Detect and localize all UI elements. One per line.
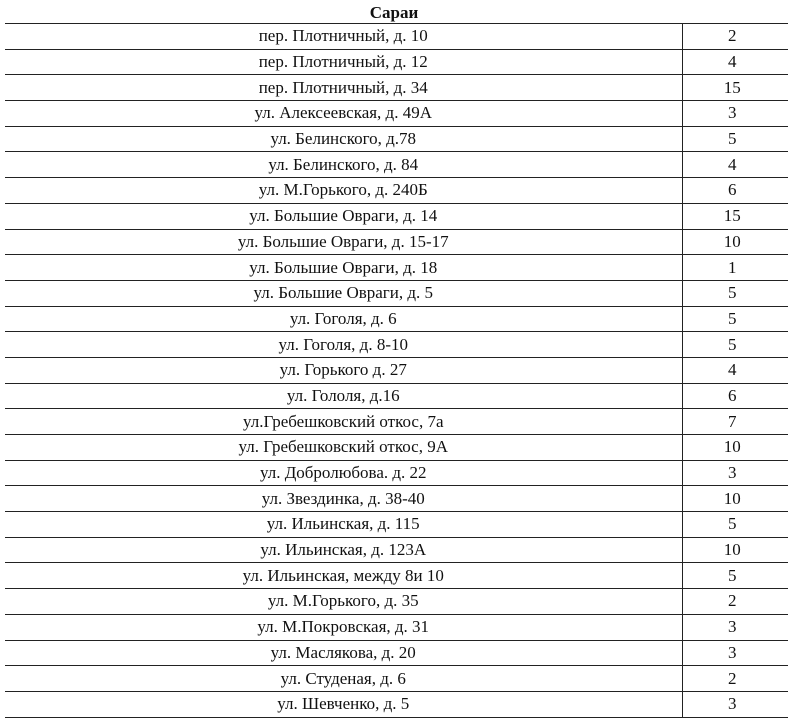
- address-cell: ул. Звездинка, д. 38-40: [5, 486, 682, 512]
- address-cell: ул. Маслякова, д. 20: [5, 640, 682, 666]
- table-row: [5, 280, 788, 306]
- address-cell: ул. Ильинская, между 8и 10: [5, 563, 682, 589]
- page-title: Сараи: [369, 3, 419, 22]
- address-cell: пер. Плотничный, д. 34: [5, 75, 682, 101]
- count-cell: 6: [682, 178, 788, 204]
- address-cell: ул. М.Горького, д. 35: [5, 589, 682, 615]
- table-row: [5, 691, 788, 717]
- count-cell: 10: [682, 229, 788, 255]
- count-cell: 4: [682, 152, 788, 178]
- count-cell: 2: [682, 666, 788, 692]
- address-cell: ул. М.Покровская, д. 31: [5, 614, 682, 640]
- count-cell: 4: [682, 49, 788, 75]
- address-cell: ул. Студеная, д. 6: [5, 666, 682, 692]
- table-row: [5, 589, 788, 615]
- count-cell: 3: [682, 640, 788, 666]
- address-cell: ул. Гололя, д.16: [5, 383, 682, 409]
- count-cell: 2: [682, 589, 788, 615]
- count-cell: 1: [682, 255, 788, 281]
- table-row: [5, 435, 788, 461]
- count-cell: 7: [682, 409, 788, 435]
- address-cell: ул.Гребешковский откос, 7а: [5, 409, 682, 435]
- table-row: [5, 306, 788, 332]
- count-cell: 3: [682, 691, 788, 717]
- address-cell: ул. Добролюбова. д. 22: [5, 460, 682, 486]
- count-cell: 5: [682, 512, 788, 538]
- table-row: [5, 563, 788, 589]
- table-row: [5, 383, 788, 409]
- count-cell: 3: [682, 101, 788, 127]
- count-cell: 10: [682, 537, 788, 563]
- table-row: [5, 332, 788, 358]
- count-cell: 3: [682, 460, 788, 486]
- table-row: [5, 152, 788, 178]
- count-cell: 6: [682, 383, 788, 409]
- address-cell: ул. Белинского, д.78: [5, 126, 682, 152]
- count-cell: 5: [682, 563, 788, 589]
- count-cell: 5: [682, 126, 788, 152]
- address-cell: ул. Большие Овраги, д. 18: [5, 255, 682, 281]
- count-cell: 15: [682, 75, 788, 101]
- address-cell: ул. Большие Овраги, д. 5: [5, 280, 682, 306]
- address-cell: ул. Гоголя, д. 8-10: [5, 332, 682, 358]
- count-cell: 10: [682, 486, 788, 512]
- table-row: [5, 640, 788, 666]
- table-row: [5, 101, 788, 127]
- table-row: [5, 512, 788, 538]
- table-row: [5, 537, 788, 563]
- address-cell: пер. Плотничный, д. 10: [5, 24, 682, 50]
- address-cell: ул. Большие Овраги, д. 14: [5, 203, 682, 229]
- table-row: [5, 229, 788, 255]
- address-cell: ул. Шевченко, д. 5: [5, 691, 682, 717]
- table-row: [5, 126, 788, 152]
- table-row: [5, 75, 788, 101]
- table-row: [5, 486, 788, 512]
- count-cell: 5: [682, 332, 788, 358]
- table-row: [5, 49, 788, 75]
- table-body: [5, 24, 788, 718]
- address-cell: ул. М.Горького, д. 240Б: [5, 178, 682, 204]
- count-cell: 10: [682, 435, 788, 461]
- count-cell: 5: [682, 280, 788, 306]
- address-cell: ул. Гоголя, д. 6: [5, 306, 682, 332]
- table-row: [5, 203, 788, 229]
- address-cell: ул. Алексеевская, д. 49А: [5, 101, 682, 127]
- address-cell: ул. Большие Овраги, д. 15-17: [5, 229, 682, 255]
- address-cell: пер. Плотничный, д. 12: [5, 49, 682, 75]
- table-row: [5, 409, 788, 435]
- count-cell: 3: [682, 614, 788, 640]
- count-cell: 5: [682, 306, 788, 332]
- table-row: [5, 357, 788, 383]
- table-row: [5, 460, 788, 486]
- table-row: [5, 255, 788, 281]
- address-cell: ул. Белинского, д. 84: [5, 152, 682, 178]
- address-cell: ул. Ильинская, д. 123А: [5, 537, 682, 563]
- table-row: [5, 614, 788, 640]
- address-cell: ул. Горького д. 27: [5, 357, 682, 383]
- count-cell: 4: [682, 357, 788, 383]
- table-row: [5, 178, 788, 204]
- count-cell: 15: [682, 203, 788, 229]
- address-cell: ул. Ильинская, д. 115: [5, 512, 682, 538]
- table-row: [5, 24, 788, 50]
- sheds-table: [5, 23, 788, 718]
- address-cell: ул. Гребешковский откос, 9А: [5, 435, 682, 461]
- count-cell: 2: [682, 24, 788, 50]
